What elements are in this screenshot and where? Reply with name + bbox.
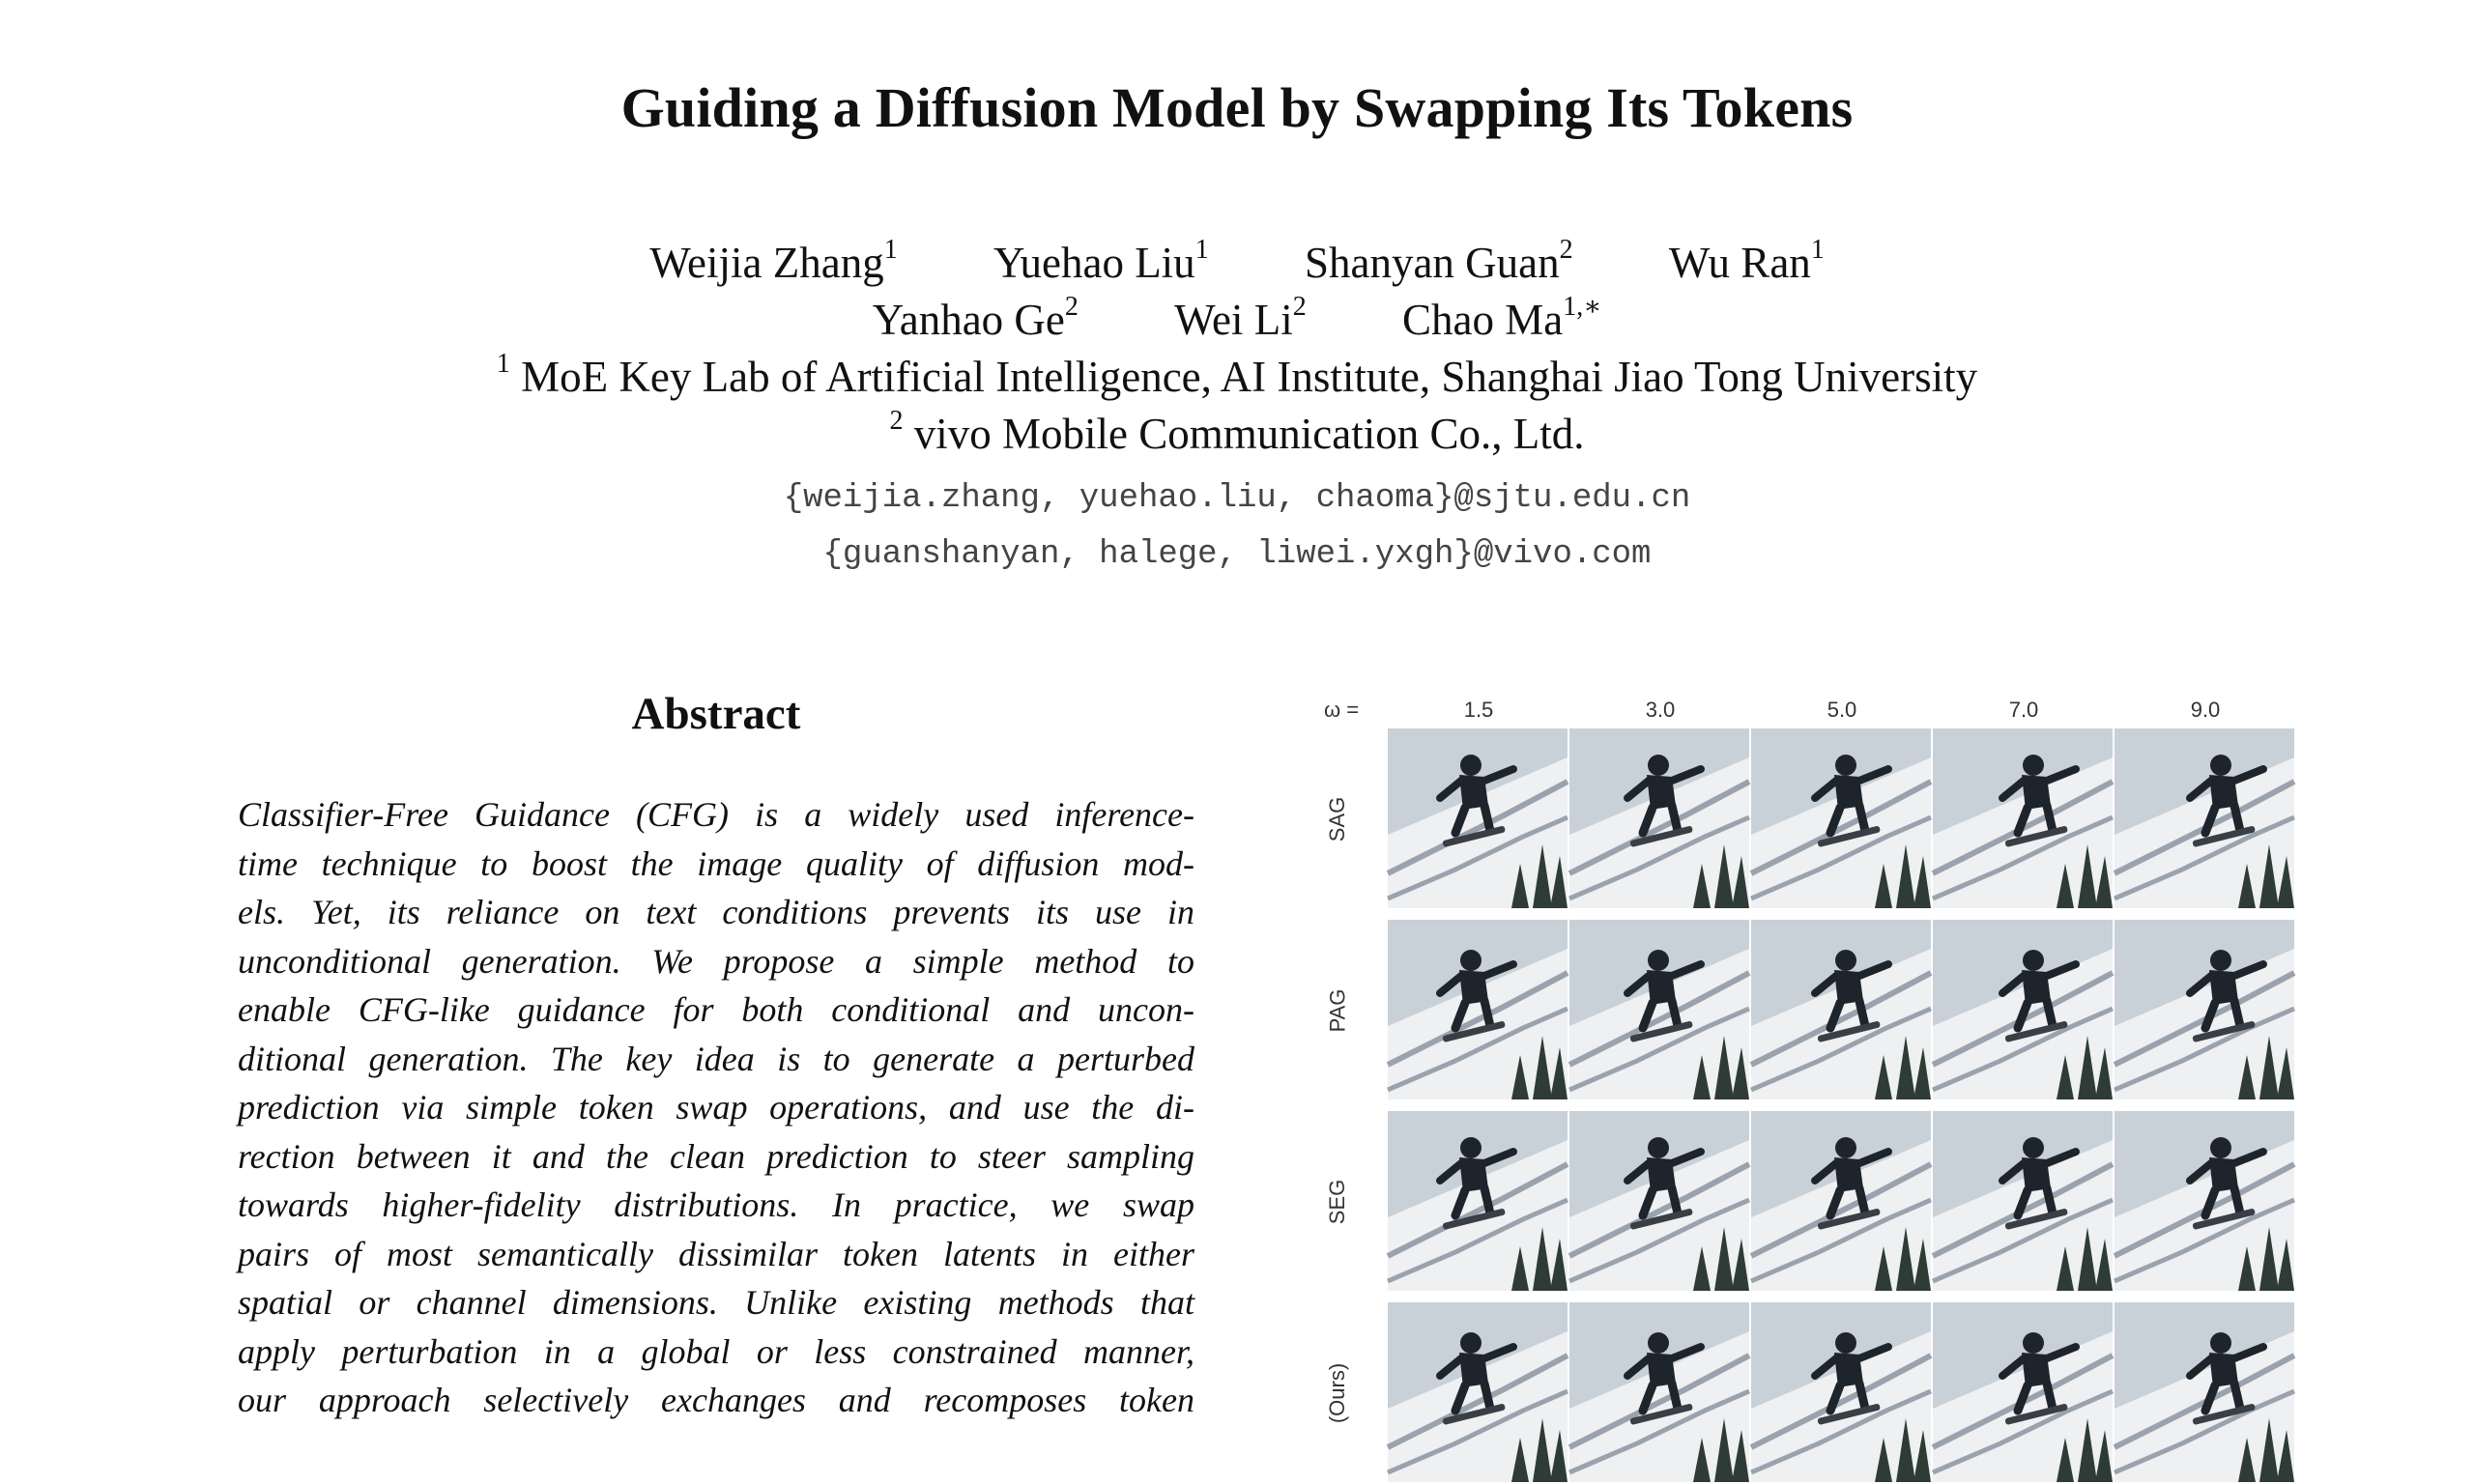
- snowboarder-image: [2114, 1302, 2294, 1482]
- author-name: Shanyan Guan: [1304, 239, 1560, 287]
- author-affiliation-mark: 1: [1194, 235, 1209, 265]
- snowboarder-image: [1933, 1111, 2113, 1291]
- email-sjtu: {weijia.zhang, yuehao.liu, chaoma}@sjtu.edu.cn: [783, 480, 1691, 517]
- author-affiliation-mark: 1: [1810, 235, 1825, 265]
- author-name: Yuehao Liu: [992, 239, 1195, 287]
- abstract-line: towards higher-fidelity distributions. In practice, we swap: [238, 1185, 1194, 1224]
- abstract-line: time technique to boost the image quality of diffusion mod-: [238, 843, 1194, 883]
- author: [992, 235, 1209, 288]
- row-label: [1324, 1302, 1351, 1484]
- snowboarder-image: [2114, 920, 2294, 1099]
- snowboarder-image: [2114, 728, 2294, 908]
- snowboarder-image: [1388, 1302, 1568, 1482]
- abstract-line: Classifier-Free Guidance (CFG) is a widely used inference-: [238, 795, 1194, 834]
- snowboarder-image: [1933, 920, 2113, 1099]
- abstract-line: our approach selectively exchanges and recomposes token: [238, 1381, 1194, 1419]
- author: [1402, 292, 1602, 345]
- author-name: Weijia Zhang: [649, 239, 884, 287]
- author-name: Wu Ran: [1668, 239, 1811, 287]
- affiliation-number: 2: [889, 406, 904, 436]
- snowboarder-image: [1388, 920, 1568, 1099]
- author-affiliation-mark: 1,∗: [1563, 292, 1602, 322]
- snowboarder-image: [1933, 728, 2113, 908]
- author-affiliation-mark: 2: [1559, 235, 1573, 265]
- snowboarder-image: [1933, 1302, 2113, 1482]
- snowboarder-image: [1751, 920, 1931, 1099]
- author: [1304, 235, 1573, 288]
- affiliation-1: [0, 349, 2474, 402]
- snowboarder-image: [1569, 920, 1749, 1099]
- author-row-2: [0, 292, 2474, 345]
- abstract-line: unconditional generation. We propose a simple method to: [238, 941, 1194, 981]
- snowboarder-image: [1388, 728, 1568, 908]
- abstract-line: spatial or channel dimensions. Unlike existing methods that: [238, 1283, 1194, 1322]
- affiliation-number: 1: [496, 349, 510, 379]
- email-vivo: {guanshanyan, halege, liwei.yxgh}@vivo.com: [822, 536, 1652, 573]
- scale-label: 1.5: [1463, 698, 1494, 722]
- scale-label: 9.0: [2190, 698, 2221, 722]
- snowboarder-image: [1388, 1111, 1568, 1291]
- abstract-line: enable CFG-like guidance for both conditional and uncon-: [238, 990, 1194, 1029]
- author: [649, 235, 898, 288]
- affiliation-text: vivo Mobile Communication Co., Ltd.: [913, 410, 1585, 458]
- author-name: Chao Ma: [1402, 296, 1564, 344]
- paper-title: Guiding a Diffusion Model by Swapping Its Tokens: [620, 76, 1854, 139]
- author: [872, 292, 1079, 345]
- scale-label: 3.0: [1645, 698, 1676, 722]
- row-label-text: (Ours): [1325, 1362, 1350, 1424]
- snowboarder-image: [1751, 1111, 1931, 1291]
- abstract-line: pairs of most semantically dissimilar token latents in either: [238, 1234, 1194, 1273]
- row-label-text: PAG: [1325, 988, 1350, 1033]
- author-affiliation-mark: 1: [883, 235, 898, 265]
- author-name: Yanhao Ge: [872, 296, 1065, 344]
- snowboarder-image: [1751, 1302, 1931, 1482]
- author-affiliation-mark: 2: [1064, 292, 1079, 322]
- abstract-body: [238, 790, 1194, 1419]
- abstract-line: els. Yet, its reliance on text conditions prevents its use in: [238, 893, 1194, 931]
- snowboarder-image: [2114, 1111, 2294, 1291]
- affiliation-text: MoE Key Lab of Artificial Intelligence, AI Institute, Shanghai Jiao Tong University: [521, 353, 1978, 401]
- teaser-figure: [1324, 694, 2252, 1424]
- abstract-line: prediction via simple token swap operations, and use the di-: [238, 1088, 1194, 1127]
- abstract-line: rection between it and the clean prediction to steer sampling: [238, 1136, 1194, 1176]
- author-affiliation-mark: 2: [1292, 292, 1307, 322]
- author-name: Wei Li: [1174, 296, 1293, 344]
- row-label: [1324, 920, 1351, 1101]
- snowboarder-image: [1569, 1111, 1749, 1291]
- row-label-text: SAG: [1325, 796, 1349, 842]
- author: [1174, 292, 1307, 345]
- row-label: [1324, 1111, 1351, 1293]
- row-label-text: SEG: [1325, 1179, 1349, 1225]
- snowboarder-image: [1751, 728, 1931, 908]
- affiliation-2: [0, 406, 2474, 459]
- scale-label: 7.0: [2008, 698, 2039, 722]
- author: [1668, 235, 1825, 288]
- row-label: [1324, 728, 1351, 910]
- abstract-line: ditional generation. The key idea is to generate a perturbed: [238, 1039, 1194, 1078]
- abstract-line: apply perturbation in a global or less constrained manner,: [238, 1331, 1194, 1371]
- scale-label: 5.0: [1827, 698, 1857, 722]
- snowboarder-image: [1569, 1302, 1749, 1482]
- abstract-heading: Abstract: [631, 689, 801, 739]
- author-row-1: [0, 235, 2474, 288]
- omega-label: ω =: [1324, 698, 1360, 722]
- snowboarder-image: [1569, 728, 1749, 908]
